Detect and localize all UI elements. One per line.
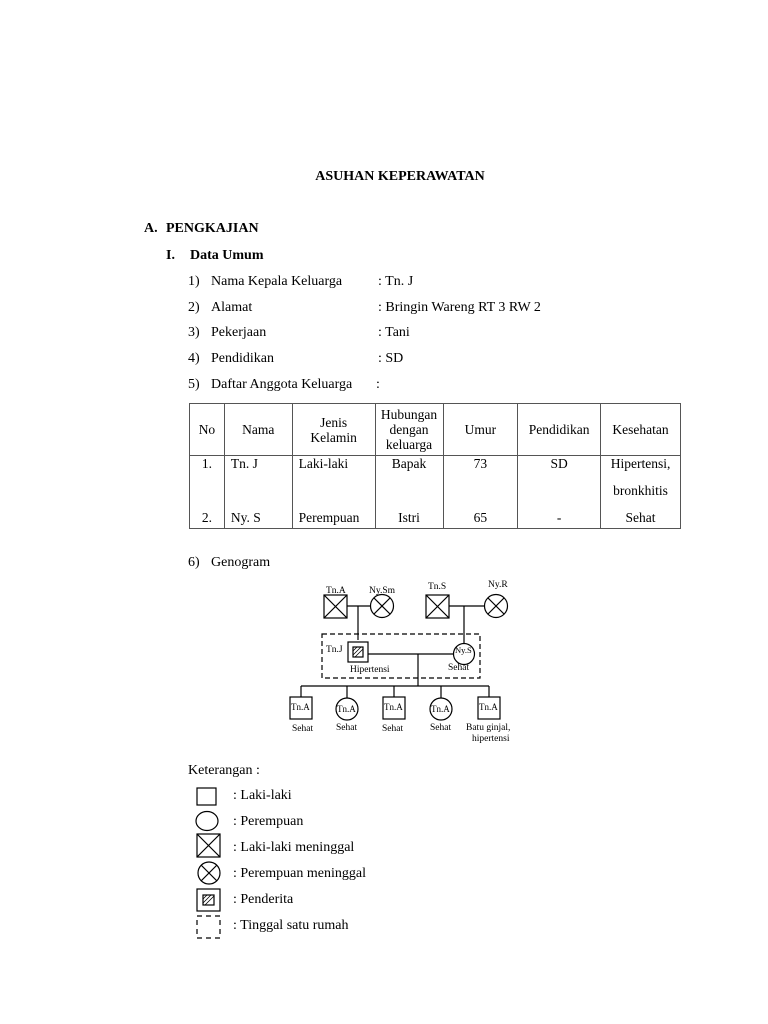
child-1-status: Sehat <box>292 724 314 734</box>
cell-jenis-kelamin: Perempuan <box>292 499 375 529</box>
father-label: Tn.J <box>326 645 343 655</box>
document-title: ASUHAN KEPERAWATAN <box>315 169 485 184</box>
cell-nama: Tn. J <box>224 456 292 484</box>
child-2-label: Tn.A <box>337 704 356 714</box>
item-value: : Bringin Wareng RT 3 RW 2 <box>378 300 541 315</box>
cell-hubungan: Bapak <box>375 456 443 484</box>
cell-kesehatan: Hipertensi, <box>601 456 681 484</box>
column-header: No <box>190 404 225 456</box>
cell-hubungan: Istri <box>375 499 443 529</box>
cell-kesehatan-continued: bronkhitis <box>601 483 681 499</box>
section-heading: PENGKAJIAN <box>166 221 259 236</box>
section-letter: A. <box>144 221 158 236</box>
item-value: : Tani <box>378 325 410 340</box>
item-value: : SD <box>378 351 404 366</box>
grandmother-1-label: Ny.Sm <box>369 586 396 596</box>
cell-jenis-kelamin: Laki-laki <box>292 456 375 484</box>
child-4-status: Sehat <box>430 723 452 733</box>
legend-label: : Laki-laki <box>233 788 292 803</box>
item-value: : <box>376 377 380 392</box>
legend-label: : Tinggal satu rumah <box>233 918 349 933</box>
column-header: Nama <box>224 404 292 456</box>
legend-label: : Laki-laki meninggal <box>233 840 355 855</box>
child-5-status-continued: hipertensi <box>472 734 510 744</box>
legend-label: : Penderita <box>233 892 294 907</box>
child-5-label: Tn.A <box>479 702 498 712</box>
mother-status: Sehat <box>448 663 470 673</box>
legend-circle-symbol <box>196 812 218 831</box>
item-label: Pekerjaan <box>211 325 267 340</box>
child-5-status: Batu ginjal, <box>466 723 511 733</box>
legend-square-symbol <box>197 788 216 805</box>
item-number: 2) <box>188 300 200 315</box>
cell-pendidikan: - <box>518 499 601 529</box>
cell-umur: 73 <box>443 456 518 484</box>
child-2-status: Sehat <box>336 723 358 733</box>
father-status: Hipertensi <box>350 665 390 675</box>
item-value: : Tn. J <box>378 274 414 289</box>
item-number: 3) <box>188 325 200 340</box>
grandmother-2-label: Ny.R <box>488 580 508 590</box>
legend-patient-symbol <box>197 889 220 911</box>
item-number: 4) <box>188 351 200 366</box>
column-header: Hubungan dengan keluarga <box>375 404 443 456</box>
legend-label: : Perempuan meninggal <box>233 866 366 881</box>
child-4-label: Tn.A <box>431 704 450 714</box>
cell-nama: Ny. S <box>224 499 292 529</box>
legend-label: : Perempuan <box>233 814 304 829</box>
child-1-label: Tn.A <box>291 702 310 712</box>
cell-no: 1. <box>190 456 225 484</box>
cell-kesehatan: Sehat <box>601 499 681 529</box>
child-3-label: Tn.A <box>384 702 403 712</box>
subsection-heading: Data Umum <box>190 248 264 263</box>
subsection-numeral: I. <box>166 248 175 263</box>
item-number: 1) <box>188 274 200 289</box>
child-3-status: Sehat <box>382 724 404 734</box>
item-label: Nama Kepala Keluarga <box>211 274 343 289</box>
cell-no: 2. <box>190 499 225 529</box>
legend-title: Keterangan : <box>188 763 260 778</box>
item-number: 5) <box>188 377 200 392</box>
item-label: Daftar Anggota Keluarga <box>211 377 353 392</box>
column-header: Pendidikan <box>518 404 601 456</box>
mother-label: Ny.S <box>455 645 472 655</box>
column-header: Kesehatan <box>601 404 681 456</box>
legend-dashed-symbol <box>197 916 220 938</box>
cell-pendidikan: SD <box>518 456 601 484</box>
column-header: Jenis Kelamin <box>292 404 375 456</box>
father-patient-symbol <box>348 642 368 662</box>
grandfather-2-label: Tn.S <box>428 582 447 592</box>
genogram-heading: Genogram <box>211 555 271 570</box>
item-label: Pendidikan <box>211 351 274 366</box>
item-label: Alamat <box>211 300 253 315</box>
grandfather-1-label: Tn.A <box>326 586 346 596</box>
genogram-number: 6) <box>188 555 200 570</box>
cell-umur: 65 <box>443 499 518 529</box>
column-header: Umur <box>443 404 518 456</box>
